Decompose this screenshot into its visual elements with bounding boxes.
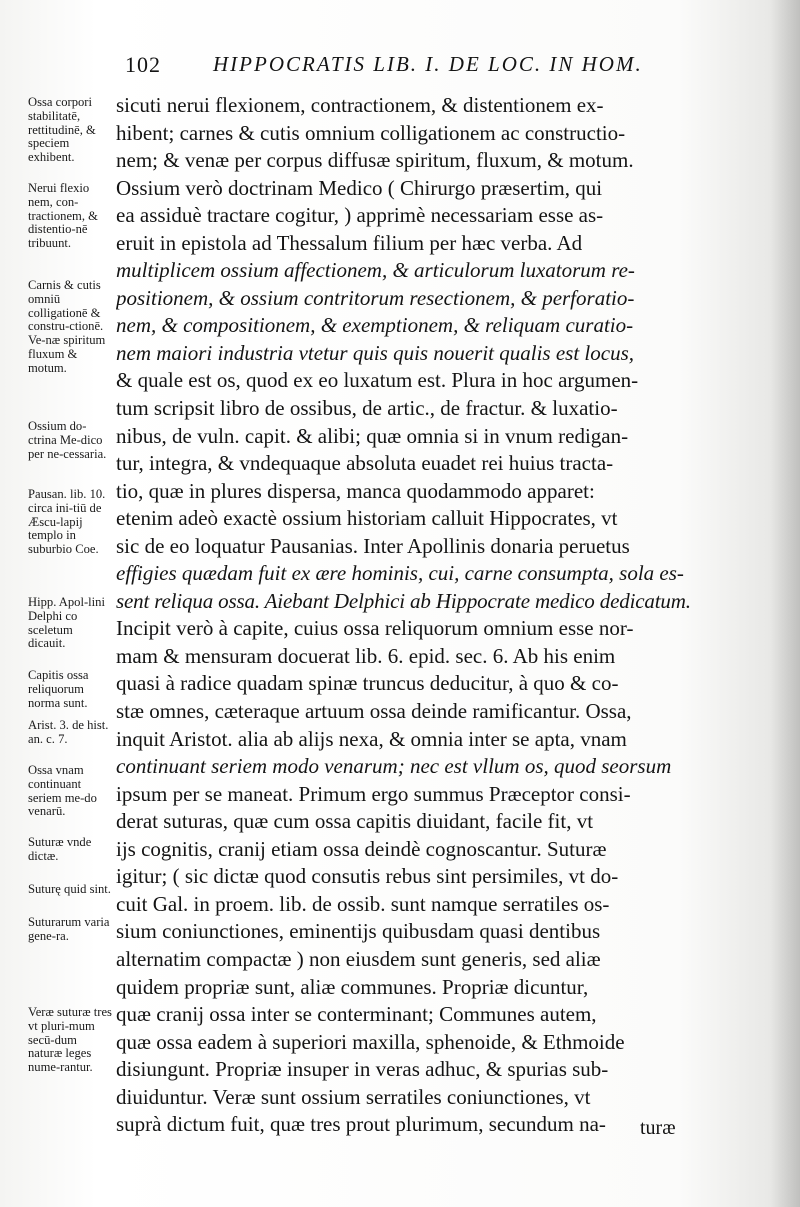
page-number: 102 bbox=[125, 52, 161, 77]
text-line: alternatim compactæ ) non eiusdem sunt generis, sed aliæ bbox=[116, 946, 601, 971]
text-line: etenim adeò exactè ossium historiam calluit Hippocrates, vt bbox=[116, 506, 618, 531]
text-line: nem, & compositionem, & exemptionem, & reliquam curatio- bbox=[116, 313, 634, 338]
text-line: ijs cognitis, cranij etiam ossa deindè cognoscantur. Suturæ bbox=[116, 836, 607, 861]
text-line: nibus, de vuln. capit. & alibi; quæ omnia si in vnum redigan- bbox=[116, 423, 629, 448]
text-line: sium coniunctiones, eminentijs quibusdam quasi dentibus bbox=[116, 919, 601, 944]
text-line: mam & mensuram docuerat lib. 6. epid. sec. 6. Ab his enim bbox=[116, 643, 616, 668]
text-line: sent reliqua ossa. Aiebant Delphici ab Hippocrate medico dedicatum. bbox=[116, 588, 691, 613]
text-line: ipsum per se maneat. Primum ergo summus Præceptor consi- bbox=[116, 781, 631, 806]
margin-note: Suturę quid sint. bbox=[28, 882, 111, 896]
margin-note: Ossium do-ctrina Me-dico per ne-cessaria. bbox=[28, 419, 107, 461]
margin-note: Suturæ vnde dictæ. bbox=[28, 835, 92, 863]
margin-note: Ossa vnam continuant seriem me-do venarū. bbox=[28, 763, 97, 819]
margin-note: Carnis & cutis omniū colligationē & constru-ctionē. Ve-næ spiritum fluxum & motum. bbox=[28, 278, 106, 375]
text-line: tio, quæ in plures dispersa, manca quodammodo apparet: bbox=[116, 478, 595, 503]
text-line: inquit Aristot. alia ab alijs nexa, & omnia inter se apta, vnam bbox=[116, 726, 627, 751]
text-line: continuant seriem modo venarum; nec est vllum os, quod seorsum bbox=[116, 754, 672, 779]
margin-note: Ossa corpori stabilitatē, rettitudinē, & speciem exhibent. bbox=[28, 95, 96, 165]
page-header bbox=[125, 52, 685, 88]
margin-note: Pausan. lib. 10. circa ini-tiū de Æscu-lapij templo in suburbio Coe. bbox=[28, 487, 106, 557]
margin-note: Nerui flexio nem, con-tractionem, & distentio-nē tribuunt. bbox=[28, 181, 98, 251]
text-line: diuiduntur. Veræ sunt ossium serratiles coniunctiones, vt bbox=[116, 1084, 591, 1109]
text-line: quidem propriæ sunt, aliæ communes. Propriæ dicuntur, bbox=[116, 974, 589, 999]
text-line: Ossium verò doctrinam Medico ( Chirurgo præsertim, qui bbox=[116, 175, 603, 200]
text-line: tur, integra, & vndequaque absoluta euadet rei huius tracta- bbox=[116, 451, 614, 476]
text-line: nem; & venæ per corpus diffusæ spiritum, fluxum, & motum. bbox=[116, 148, 634, 173]
page-edge-shadow bbox=[770, 0, 800, 1207]
body-text bbox=[116, 92, 691, 1139]
margin-note: Suturarum varia gene-ra. bbox=[28, 915, 110, 943]
text-line: sicuti nerui flexionem, contractionem, & distentionem ex- bbox=[116, 93, 604, 117]
text-line: positionem, & ossium contritorum resectionem, & perforatio- bbox=[116, 285, 635, 310]
text-line: multiplicem ossium affectionem, & articulorum luxatorum re- bbox=[116, 258, 635, 283]
text-line: hibent; carnes & cutis omnium colligationem ac constructio- bbox=[116, 120, 626, 145]
text-line: quæ cranij ossa inter se conterminant; Communes autem, bbox=[116, 1002, 597, 1027]
text-line: igitur; ( sic dictæ quod consutis rebus sint persimiles, vt do- bbox=[116, 864, 619, 889]
text-line: eruit in epistola ad Thessalum filium per hæc verba. Ad bbox=[116, 230, 583, 255]
running-title: HIPPOCRATIS LIB. I. DE LOC. IN HOM. bbox=[213, 52, 643, 76]
text-line: stæ omnes, cæteraque artuum ossa deinde ramificantur. Ossa, bbox=[116, 699, 632, 724]
text-line: disiungunt. Propriæ insuper in veras adhuc, & spurias sub- bbox=[116, 1057, 609, 1082]
text-line: Incipit verò à capite, cuius ossa reliquorum omnium esse nor- bbox=[116, 616, 634, 641]
text-line: suprà dictum fuit, quæ tres prout plurimum, secundum na- bbox=[116, 1112, 606, 1137]
text-line: cuit Gal. in proem. lib. de ossib. sunt namque serratiles os- bbox=[116, 891, 610, 916]
margin-note: Arist. 3. de hist. an. c. 7. bbox=[28, 718, 109, 746]
text-line: effigies quædam fuit ex ære hominis, cui, carne consumpta, sola es- bbox=[116, 561, 684, 586]
catchword: turæ bbox=[640, 1117, 676, 1139]
margin-note: Capitis ossa reliquorum norma sunt. bbox=[28, 668, 89, 710]
text-line: & quale est os, quod ex eo luxatum est. Plura in hoc argumen- bbox=[116, 368, 639, 393]
text-line: quæ ossa eadem à superiori maxilla, sphenoide, & Ethmoide bbox=[116, 1029, 625, 1054]
text-line: tum scripsit libro de ossibus, de artic., de fractur. & luxatio- bbox=[116, 396, 618, 421]
text-line: ea assiduè tractare cogitur, ) apprimè necessariam esse as- bbox=[116, 203, 604, 228]
text-line: nem maiori industria vtetur quis quis nouerit qualis est locus, bbox=[116, 340, 634, 365]
text-line: derat suturas, quæ cum ossa capitis diuidant, facile fit, vt bbox=[116, 809, 594, 834]
text-line: sic de eo loquatur Pausanias. Inter Apollinis donaria peruetus bbox=[116, 533, 630, 558]
margin-note: Veræ suturæ tres vt pluri-mum secū-dum naturæ leges nume-rantur. bbox=[28, 1005, 112, 1075]
margin-note: Hipp. Apol-lini Delphi co sceletum dicauit. bbox=[28, 595, 105, 651]
text-line: quasi à radice quadam spinæ truncus deducitur, à quo & co- bbox=[116, 671, 619, 696]
